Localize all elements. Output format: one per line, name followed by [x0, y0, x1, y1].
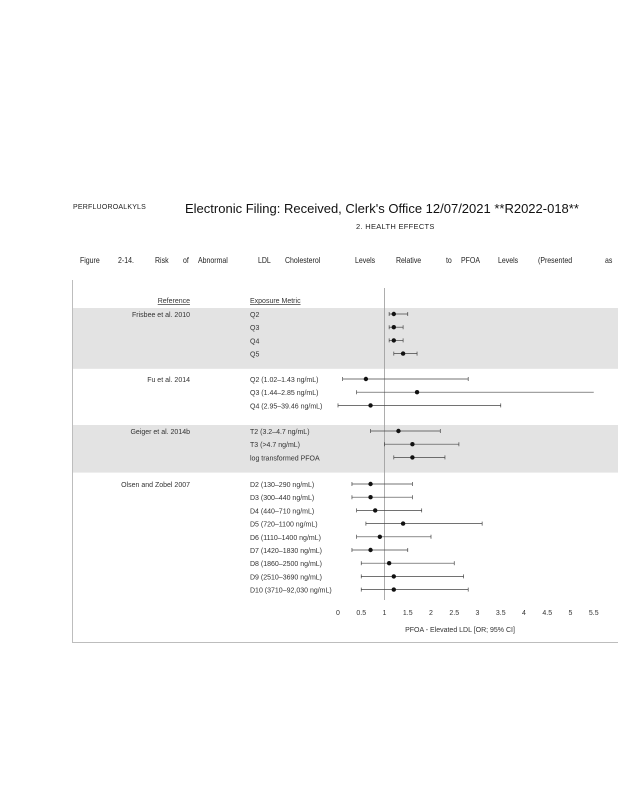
exposure-label: D6 (1110–1400 ng/mL)	[250, 534, 321, 542]
filing-stamp: Electronic Filing: Received, Clerk's Office 12/07/2021 **R2022-018**	[185, 201, 579, 216]
odds-ratio-point	[387, 561, 391, 565]
exposure-label: Q4	[250, 338, 260, 346]
odds-ratio-point	[368, 495, 372, 499]
caption-word: (Presented	[538, 255, 573, 265]
odds-ratio-point	[392, 325, 396, 329]
x-axis-label: PFOA - Elevated LDL [OR; 95% CI]	[405, 627, 515, 634]
x-tick-label: 5.5	[588, 610, 599, 617]
caption-word: Risk	[155, 255, 169, 265]
caption-word: 2-14.	[118, 255, 134, 265]
reference-column-header: Reference	[157, 298, 190, 305]
caption-word: Figure	[80, 255, 100, 265]
odds-ratio-point	[392, 587, 396, 591]
odds-ratio-point	[373, 508, 377, 512]
odds-ratio-point	[368, 482, 372, 486]
study-reference-label: Frisbee et al. 2010	[132, 312, 190, 319]
exposure-label: T3 (>4.7 ng/mL)	[250, 442, 300, 450]
exposure-column-header: Exposure Metric	[250, 298, 301, 305]
caption-word: as	[605, 255, 613, 265]
exposure-label: T2 (3.2–4.7 ng/mL)	[250, 429, 310, 436]
odds-ratio-point	[364, 377, 368, 381]
caption-word: Relative	[396, 255, 422, 265]
x-tick-label: 3.5	[495, 610, 506, 617]
caption-word: PFOA	[461, 255, 480, 265]
exposure-label: D5 (720–1100 ng/mL)	[250, 521, 318, 529]
exposure-label: D4 (440–710 ng/mL)	[250, 508, 315, 516]
x-tick-label: 3	[475, 610, 480, 617]
exposure-label: Q2 (1.02–1.43 ng/mL)	[250, 377, 319, 384]
exposure-label: log transformed PFOA	[250, 455, 320, 463]
exposure-label: Q5	[250, 351, 260, 359]
exposure-label: D10 (3710–92,030 ng/mL)	[250, 587, 332, 595]
odds-ratio-point	[415, 390, 419, 394]
caption-word: to	[446, 255, 452, 265]
exposure-label: Q2	[250, 312, 260, 319]
x-tick-label: 1	[382, 610, 387, 617]
caption-word: Cholesterol	[285, 255, 321, 265]
exposure-label: Q3	[250, 325, 260, 333]
caption-word: Abnormal	[198, 255, 228, 265]
caption-word: of	[183, 255, 189, 265]
exposure-label: D2 (130–290 ng/mL)	[250, 482, 315, 489]
odds-ratio-point	[396, 429, 400, 433]
odds-ratio-point	[392, 312, 396, 316]
odds-ratio-point	[410, 442, 414, 446]
x-tick-label: 2.5	[449, 610, 460, 617]
x-tick-label: 0.5	[356, 610, 367, 617]
caption-word: Levels	[355, 255, 376, 265]
section-header: 2. HEALTH EFFECTS	[356, 222, 435, 231]
exposure-label: D9 (2510–3690 ng/mL)	[250, 574, 322, 582]
odds-ratio-point	[392, 338, 396, 342]
x-tick-label: 4.5	[542, 610, 553, 617]
x-tick-label: 0	[336, 610, 340, 617]
caption-word: Levels	[498, 255, 519, 265]
exposure-label: Q3 (1.44–2.85 ng/mL)	[250, 390, 319, 398]
exposure-label: Q4 (2.95–39.46 ng/mL)	[250, 403, 323, 411]
x-tick-label: 5	[568, 610, 573, 617]
odds-ratio-point	[368, 548, 372, 552]
odds-ratio-point	[392, 574, 396, 578]
exposure-label: D3 (300–440 ng/mL)	[250, 495, 315, 503]
study-reference-label: Fu et al. 2014	[147, 377, 190, 384]
document-running-header: PERFLUOROALKYLS	[73, 204, 147, 211]
odds-ratio-point	[378, 535, 382, 539]
study-reference-label: Olsen and Zobel 2007	[121, 482, 190, 489]
x-tick-label: 1.5	[402, 610, 413, 617]
x-tick-label: 4	[522, 610, 526, 617]
caption-word: LDL	[258, 255, 271, 265]
odds-ratio-point	[368, 403, 372, 407]
odds-ratio-point	[410, 455, 414, 459]
exposure-label: D7 (1420–1830 ng/mL)	[250, 548, 322, 555]
odds-ratio-point	[401, 351, 405, 355]
study-reference-label: Geiger et al. 2014b	[130, 429, 190, 436]
exposure-label: D8 (1860–2500 ng/mL)	[250, 561, 322, 569]
odds-ratio-point	[401, 521, 405, 525]
x-tick-label: 2	[429, 610, 433, 617]
